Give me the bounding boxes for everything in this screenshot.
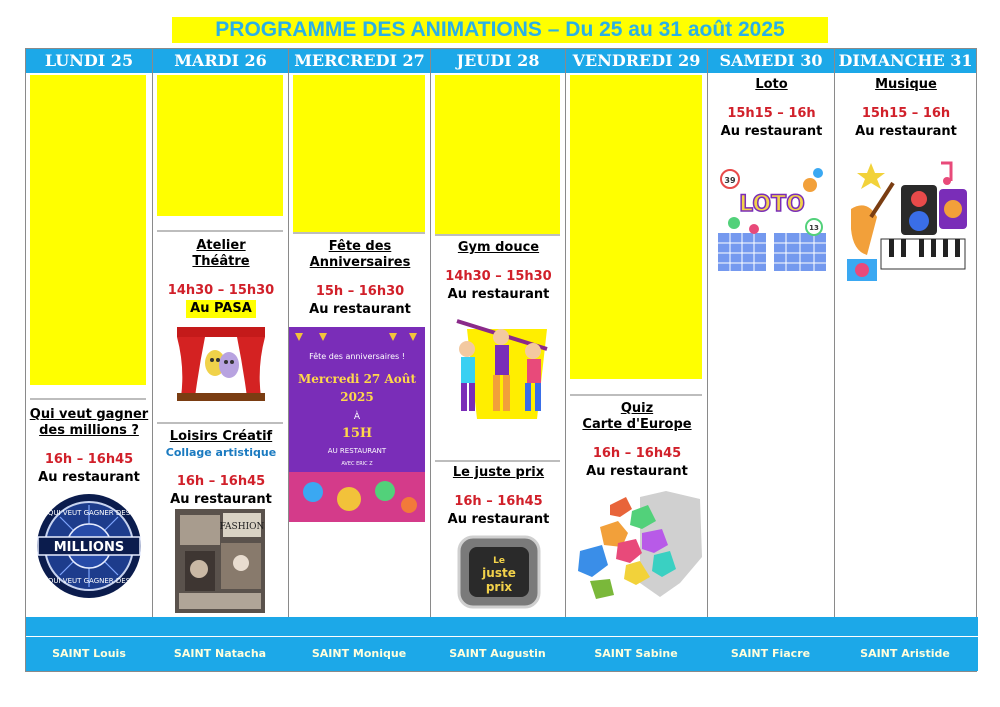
day-header-vendredi: VENDREDI 29 <box>566 49 707 73</box>
activity-name: Gym douce <box>457 240 540 255</box>
saint-mercredi: SAINT Monique <box>311 647 407 660</box>
logo-text: QUI VEUT GAGNER DES <box>47 577 131 585</box>
collage-image <box>175 509 265 613</box>
yellow-block <box>293 75 425 233</box>
activity-name: Carte d'Europe <box>582 417 692 432</box>
saint-jeudi: SAINT Augustin <box>449 647 546 660</box>
activity-name: Musique <box>875 77 937 92</box>
saint-dimanche: SAINT Aristide <box>860 647 950 660</box>
juste-prix-logo-image <box>457 533 541 611</box>
column-mardi <box>152 49 288 671</box>
activity-time: 16h – 16h45 <box>454 494 543 509</box>
activity-lundi <box>26 407 152 487</box>
logo-text: LOTO <box>739 192 805 217</box>
activity-name: Fête des <box>328 239 392 254</box>
logo-text: QUI VEUT GAGNER DES <box>47 509 131 517</box>
activity-time: 16h – 16h45 <box>176 474 266 489</box>
ball-number: 39 <box>724 176 736 185</box>
music-image <box>841 159 971 287</box>
activity-name: Anniversaires <box>309 255 411 270</box>
day-header-mercredi: MERCREDI 27 <box>289 49 430 73</box>
activity-place: Au restaurant <box>855 124 957 139</box>
birthday-poster-image <box>289 327 425 522</box>
loto-image <box>714 167 830 275</box>
poster-text: 15H <box>341 426 373 441</box>
poster-text: Fête des anniversaires ! <box>309 352 405 361</box>
activity-time: 16h – 16h45 <box>44 452 134 467</box>
activity-time: 16h – 16h45 <box>592 446 682 461</box>
yellow-block <box>570 75 702 379</box>
day-header-lundi: LUNDI 25 <box>26 49 152 73</box>
activity-time: 14h30 – 15h30 <box>445 269 552 284</box>
logo-text: juste <box>482 566 516 580</box>
activity-name: Quiz <box>620 401 654 416</box>
schedule-grid <box>25 48 977 672</box>
activity-time: 15h15 – 16h <box>861 106 951 121</box>
collage-text: FASHION <box>219 522 265 532</box>
activity-time: 14h30 – 15h30 <box>167 283 275 298</box>
activity-place: Au restaurant <box>170 492 272 507</box>
activity-mardi-theatre <box>153 238 289 318</box>
poster-text: AVEC ERIC Z <box>341 461 373 467</box>
yellow-block <box>30 75 146 385</box>
separator <box>435 460 560 462</box>
footer-band-top <box>26 617 978 637</box>
day-header-mardi: MARDI 26 <box>153 49 288 73</box>
activity-name: Loto <box>755 77 788 92</box>
yellow-block <box>435 75 560 235</box>
saint-lundi: SAINT Louis <box>52 647 126 660</box>
poster-text: AU RESTAURANT <box>327 447 387 455</box>
column-dimanche <box>834 49 976 671</box>
theatre-image <box>177 327 265 401</box>
activity-place: Au restaurant <box>309 302 411 317</box>
activity-time: 15h15 – 16h <box>727 106 816 121</box>
activity-name: Atelier <box>196 238 246 253</box>
saint-mardi: SAINT Natacha <box>173 647 267 660</box>
activity-place: Au PASA <box>186 300 256 318</box>
activity-name: Théâtre <box>192 254 250 269</box>
separator <box>157 422 283 424</box>
separator <box>293 232 425 234</box>
column-lundi <box>26 49 152 671</box>
activity-place: Au restaurant <box>38 470 140 485</box>
logo-text: MILLIONS <box>53 540 125 555</box>
activity-jeudi-justeprix <box>431 465 566 529</box>
activity-jeudi-gym <box>431 240 566 304</box>
day-header-samedi: SAMEDI 30 <box>708 49 834 73</box>
separator <box>30 398 146 400</box>
activity-name: Qui veut gagner des millions ? <box>29 407 149 438</box>
separator <box>570 394 702 396</box>
column-mercredi <box>288 49 430 671</box>
activity-place: Au restaurant <box>720 124 823 139</box>
page-title: PROGRAMME DES ANIMATIONS – Du 25 au 31 août 2025 <box>172 17 828 43</box>
activity-mercredi <box>289 239 431 319</box>
ball-number: 13 <box>809 224 819 232</box>
activity-dimanche <box>835 77 977 141</box>
activity-subtitle: Collage artistique <box>165 446 277 459</box>
activity-name: Loisirs Créatif <box>169 429 273 444</box>
logo-text: Le <box>493 556 505 566</box>
activity-place: Au restaurant <box>447 287 550 302</box>
poster-text: 2025 <box>340 390 374 404</box>
activity-place: Au restaurant <box>447 512 550 527</box>
day-header-jeudi: JEUDI 28 <box>431 49 565 73</box>
activity-samedi <box>708 77 835 141</box>
band-divider <box>26 636 978 637</box>
poster-text: À <box>353 412 361 422</box>
column-vendredi <box>565 49 707 671</box>
gym-image <box>437 309 561 421</box>
activity-vendredi <box>566 401 708 481</box>
millions-logo-image <box>36 493 142 599</box>
activity-time: 15h – 16h30 <box>315 284 405 299</box>
day-header-dimanche: DIMANCHE 31 <box>835 49 976 73</box>
activity-mardi-loisirs <box>153 429 289 509</box>
yellow-block <box>157 75 283 216</box>
column-jeudi <box>430 49 565 671</box>
separator <box>157 230 283 232</box>
poster-text: Mercredi 27 Août <box>297 372 417 386</box>
saint-vendredi: SAINT Sabine <box>594 647 678 660</box>
saint-samedi: SAINT Fiacre <box>730 647 811 660</box>
logo-text: prix <box>485 580 513 594</box>
column-samedi <box>707 49 834 671</box>
activity-place: Au restaurant <box>586 464 688 479</box>
separator <box>435 234 560 236</box>
europe-map-image <box>570 487 704 603</box>
activity-name: Le juste prix <box>452 465 545 480</box>
saints-band <box>26 637 978 671</box>
